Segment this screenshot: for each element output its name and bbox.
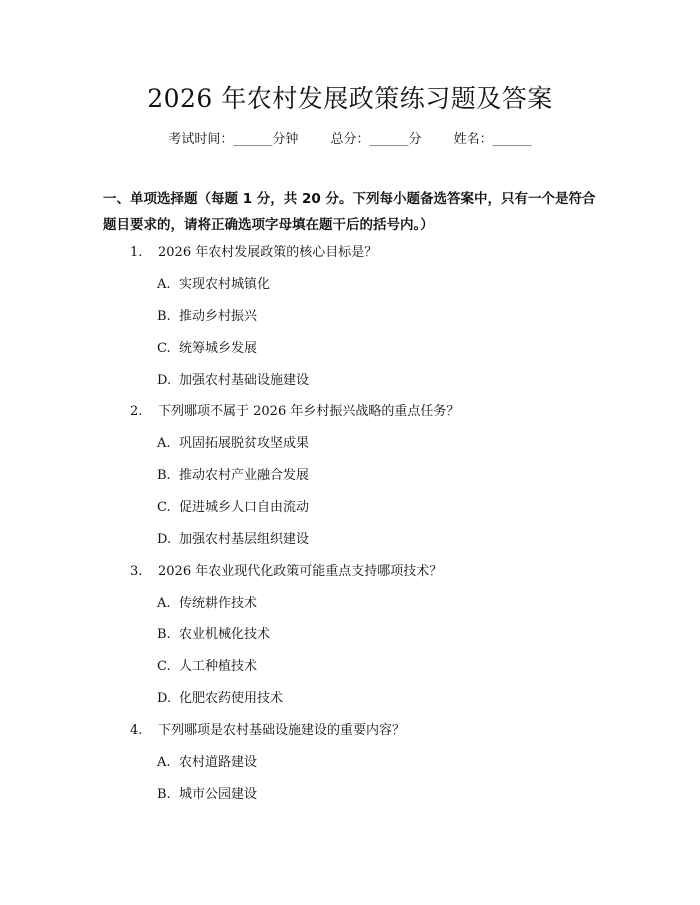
option-2b xyxy=(157,466,309,486)
option-letter: A. xyxy=(157,755,171,770)
exam-info-line xyxy=(0,130,700,150)
option-text: 实现农村城镇化 xyxy=(179,277,271,292)
option-text: 人工种植技术 xyxy=(179,659,258,674)
total-score-blank: ______ xyxy=(369,132,409,147)
total-score-field xyxy=(330,132,421,147)
question-number: 3. xyxy=(130,564,143,579)
option-1d xyxy=(157,371,309,391)
question-4 xyxy=(130,721,405,741)
exam-time-field xyxy=(168,132,298,147)
option-text: 推动乡村振兴 xyxy=(179,309,258,324)
question-number: 1. xyxy=(130,245,143,260)
option-letter: D. xyxy=(157,373,172,388)
exam-time-unit: 分钟 xyxy=(272,132,299,147)
option-text: 农村道路建设 xyxy=(179,755,258,770)
option-3a xyxy=(157,594,257,614)
total-score-label: 总分： xyxy=(330,132,370,147)
student-name-blank: ______ xyxy=(492,132,532,147)
option-letter: C. xyxy=(157,659,171,674)
student-name-label: 姓名： xyxy=(453,132,493,147)
page-title: 2026 年农村发展政策练习题及答案 xyxy=(147,84,553,113)
option-letter: C. xyxy=(157,500,171,515)
option-letter: D. xyxy=(157,532,172,547)
option-2c xyxy=(157,498,309,518)
option-3b xyxy=(157,625,270,645)
option-letter: A. xyxy=(157,436,171,451)
question-text: 下列哪项不属于 2026 年乡村振兴战略的重点任务？ xyxy=(158,404,460,419)
question-text: 下列哪项是农村基础设施建设的重要内容？ xyxy=(158,723,406,738)
option-letter: B. xyxy=(157,627,171,642)
option-text: 推动农村产业融合发展 xyxy=(179,468,310,483)
option-letter: A. xyxy=(157,596,171,611)
option-text: 化肥农药使用技术 xyxy=(179,691,284,706)
option-letter: B. xyxy=(157,787,171,802)
option-4b xyxy=(157,785,257,805)
question-3 xyxy=(130,562,442,582)
option-letter: A. xyxy=(157,277,171,292)
question-text: 2026 年农村发展政策的核心目标是？ xyxy=(158,245,378,260)
question-2 xyxy=(130,402,459,422)
option-text: 农业机械化技术 xyxy=(179,627,271,642)
option-4a xyxy=(157,753,257,773)
exam-time-label: 考试时间： xyxy=(168,132,234,147)
question-text: 2026 年农业现代化政策可能重点支持哪项技术？ xyxy=(158,564,443,579)
option-1b xyxy=(157,307,257,327)
option-text: 加强农村基层组织建设 xyxy=(179,532,310,547)
option-2d xyxy=(157,530,309,550)
question-number: 2. xyxy=(130,404,143,419)
option-1a xyxy=(157,275,270,295)
option-text: 统筹城乡发展 xyxy=(179,341,258,356)
section-heading: 一、单项选择题（每题 1 分，共 20 分。下列每小题备选答案中，只有一个是符合题目要求的，请将正确选项字母填在题干后的括号内。） xyxy=(103,191,596,233)
question-1 xyxy=(130,243,377,263)
exam-time-blank: ______ xyxy=(233,132,273,147)
option-3d xyxy=(157,689,283,709)
total-score-unit: 分 xyxy=(408,132,422,147)
option-letter: B. xyxy=(157,468,171,483)
option-letter: B. xyxy=(157,309,171,324)
option-text: 城市公园建设 xyxy=(179,787,258,802)
option-text: 巩固拓展脱贫攻坚成果 xyxy=(179,436,310,451)
student-name-field xyxy=(454,132,532,147)
option-letter: D. xyxy=(157,691,172,706)
option-1c xyxy=(157,339,257,359)
option-text: 传统耕作技术 xyxy=(179,596,258,611)
option-text: 加强农村基础设施建设 xyxy=(179,373,310,388)
option-2a xyxy=(157,434,309,454)
option-letter: C. xyxy=(157,341,171,356)
question-number: 4. xyxy=(130,723,143,738)
option-3c xyxy=(157,657,257,677)
option-text: 促进城乡人口自由流动 xyxy=(179,500,310,515)
